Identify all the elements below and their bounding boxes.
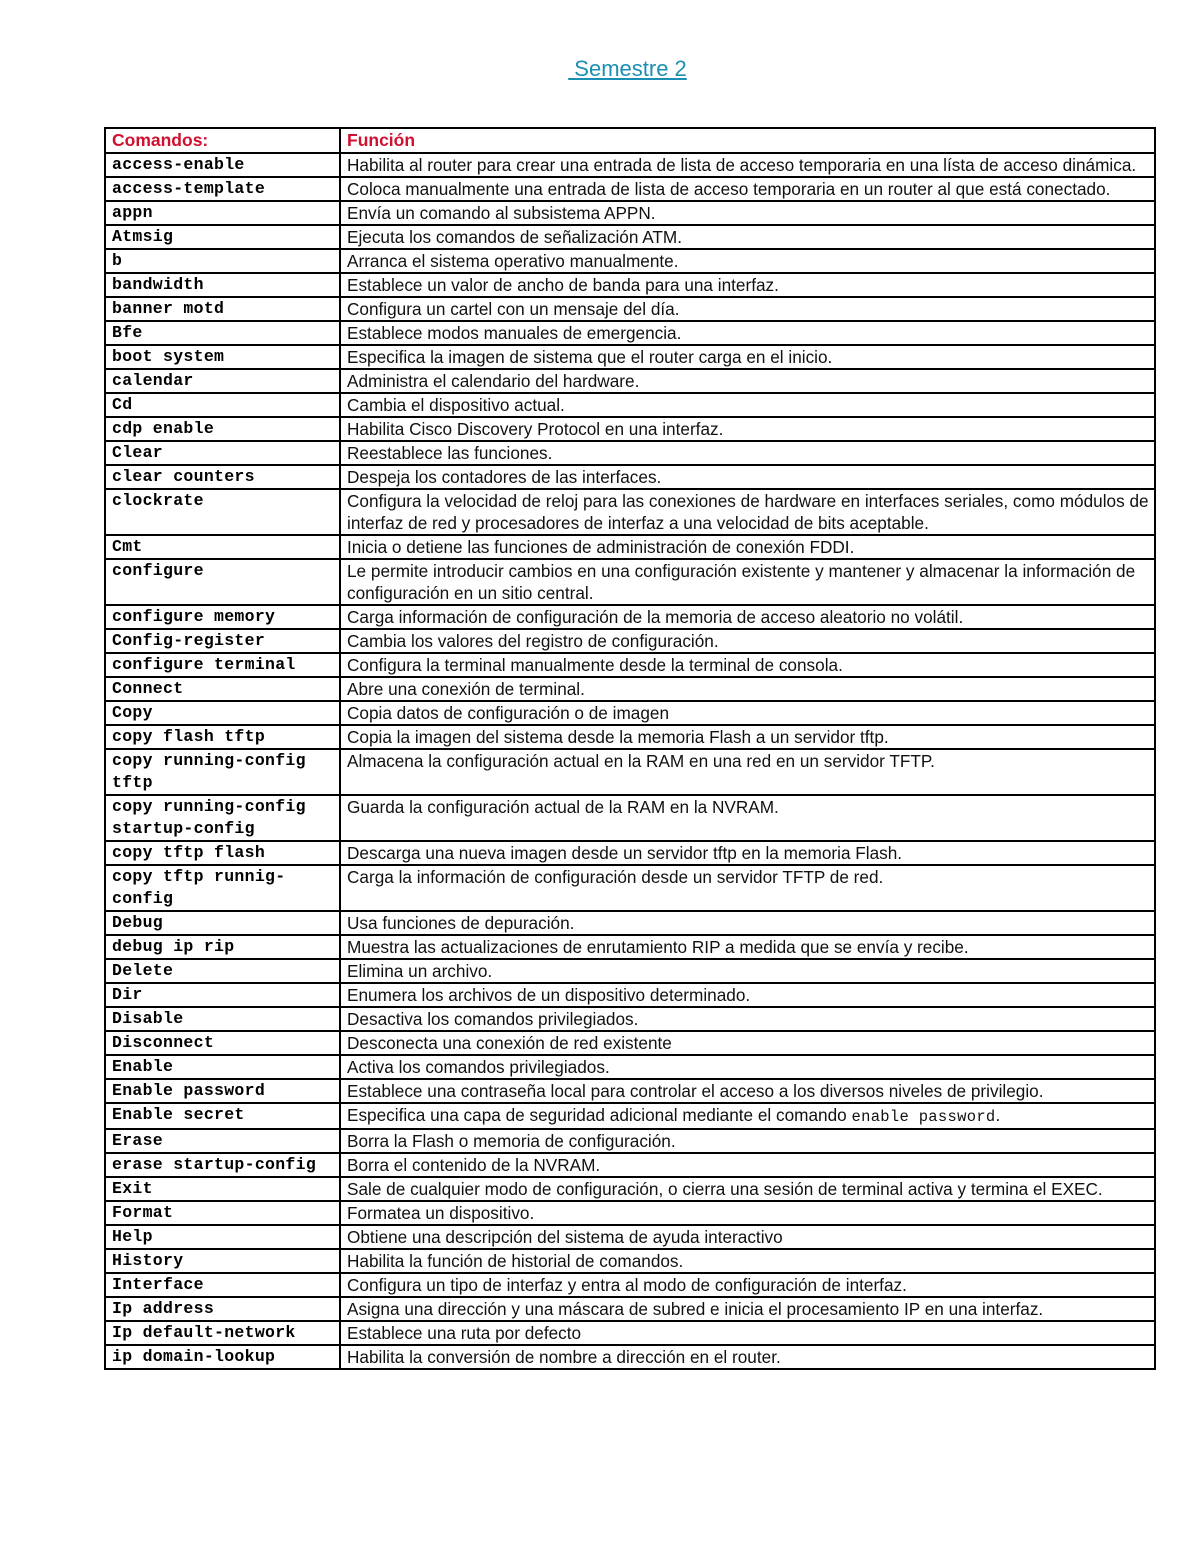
table-row	[105, 1007, 1155, 1031]
command-cell: banner motd	[105, 297, 340, 321]
command-cell: cdp enable	[105, 417, 340, 441]
function-cell: Habilita la conversión de nombre a dirección en el router.	[340, 1345, 1155, 1369]
command-cell: Interface	[105, 1273, 340, 1297]
document-title: Semestre 2	[568, 56, 687, 81]
command-cell: configure	[105, 559, 340, 605]
table-row	[105, 1177, 1155, 1201]
table-row	[105, 393, 1155, 417]
command-cell: Format	[105, 1201, 340, 1225]
function-cell: Asigna una dirección y una máscara de subred e inicia el procesamiento IP en una interfaz.	[340, 1297, 1155, 1321]
command-cell: Bfe	[105, 321, 340, 345]
function-cell: Reestablece las funciones.	[340, 441, 1155, 465]
table-row	[105, 911, 1155, 935]
table-row	[105, 1297, 1155, 1321]
command-cell: Exit	[105, 1177, 340, 1201]
command-cell: configure terminal	[105, 653, 340, 677]
command-cell: copy tftp flash	[105, 841, 340, 865]
function-cell: Habilita Cisco Discovery Protocol en una interfaz.	[340, 417, 1155, 441]
table-row	[105, 1055, 1155, 1079]
command-cell: Enable	[105, 1055, 340, 1079]
command-cell: Delete	[105, 959, 340, 983]
command-cell: Config-register	[105, 629, 340, 653]
command-cell: Enable secret	[105, 1103, 340, 1129]
table-row	[105, 441, 1155, 465]
function-text: Especifica una capa de seguridad adicional mediante el comando	[347, 1105, 852, 1125]
function-cell: Borra el contenido de la NVRAM.	[340, 1153, 1155, 1177]
table-row	[105, 489, 1155, 535]
function-cell: Establece una ruta por defecto	[340, 1321, 1155, 1345]
command-cell: clear counters	[105, 465, 340, 489]
table-row	[105, 201, 1155, 225]
command-cell: clockrate	[105, 489, 340, 535]
function-cell: Configura un tipo de interfaz y entra al modo de configuración de interfaz.	[340, 1273, 1155, 1297]
table-row	[105, 1201, 1155, 1225]
table-row	[105, 935, 1155, 959]
command-cell: b	[105, 249, 340, 273]
table-row	[105, 345, 1155, 369]
command-cell: Enable password	[105, 1079, 340, 1103]
function-cell: Especifica la imagen de sistema que el router carga en el inicio.	[340, 345, 1155, 369]
table-row	[105, 465, 1155, 489]
function-cell: Configura un cartel con un mensaje del día.	[340, 297, 1155, 321]
table-row	[105, 841, 1155, 865]
function-cell: Formatea un dispositivo.	[340, 1201, 1155, 1225]
command-cell: ip domain-lookup	[105, 1345, 340, 1369]
table-row	[105, 249, 1155, 273]
command-cell: boot system	[105, 345, 340, 369]
command-cell: copy flash tftp	[105, 725, 340, 749]
function-cell: Le permite introducir cambios en una configuración existente y mantener y almacenar la información de configuración en un sitio central.	[340, 559, 1155, 605]
command-cell: Clear	[105, 441, 340, 465]
function-cell: Copia la imagen del sistema desde la memoria Flash a un servidor tftp.	[340, 725, 1155, 749]
table-row	[105, 1153, 1155, 1177]
table-row	[105, 629, 1155, 653]
command-cell: Dir	[105, 983, 340, 1007]
table-header-row	[105, 128, 1155, 153]
table-row	[105, 865, 1155, 911]
command-cell: Atmsig	[105, 225, 340, 249]
function-cell: Guarda la configuración actual de la RAM en la NVRAM.	[340, 795, 1155, 841]
table-row	[105, 1345, 1155, 1369]
command-cell: calendar	[105, 369, 340, 393]
function-cell: Arranca el sistema operativo manualmente.	[340, 249, 1155, 273]
table-row	[105, 559, 1155, 605]
function-cell: Habilita al router para crear una entrada de lista de acceso temporaria en una lísta de acceso dinámica.	[340, 153, 1155, 177]
command-cell: Erase	[105, 1129, 340, 1153]
header-function: Función	[340, 128, 1155, 153]
command-cell: erase startup-config	[105, 1153, 340, 1177]
table-row	[105, 749, 1155, 795]
table-row	[105, 605, 1155, 629]
table-row	[105, 1225, 1155, 1249]
table-row	[105, 1079, 1155, 1103]
inline-command-code: enable password	[851, 1108, 996, 1126]
function-cell: Cambia el dispositivo actual.	[340, 393, 1155, 417]
command-cell: Cd	[105, 393, 340, 417]
function-cell: Obtiene una descripción del sistema de ayuda interactivo	[340, 1225, 1155, 1249]
command-cell: Cmt	[105, 535, 340, 559]
table-row	[105, 177, 1155, 201]
table-row	[105, 369, 1155, 393]
function-cell: Muestra las actualizaciones de enrutamiento RIP a medida que se envía y recibe.	[340, 935, 1155, 959]
function-cell: Usa funciones de depuración.	[340, 911, 1155, 935]
table-row	[105, 225, 1155, 249]
table-row	[105, 653, 1155, 677]
function-cell: Configura la terminal manualmente desde la terminal de consola.	[340, 653, 1155, 677]
function-cell: Almacena la configuración actual en la RAM en una red en un servidor TFTP.	[340, 749, 1155, 795]
function-cell: Desactiva los comandos privilegiados.	[340, 1007, 1155, 1031]
command-cell: History	[105, 1249, 340, 1273]
command-cell: Ip default-network	[105, 1321, 340, 1345]
command-cell: Disable	[105, 1007, 340, 1031]
table-row	[105, 273, 1155, 297]
command-cell: Disconnect	[105, 1031, 340, 1055]
table-row	[105, 417, 1155, 441]
function-cell: Carga información de configuración de la memoria de acceso aleatorio no volátil.	[340, 605, 1155, 629]
function-text-tail: .	[995, 1105, 1001, 1125]
function-cell: Sale de cualquier modo de configuración, o cierra una sesión de terminal activa y termina el EXEC.	[340, 1177, 1155, 1201]
function-cell: Borra la Flash o memoria de configuración.	[340, 1129, 1155, 1153]
command-cell: configure memory	[105, 605, 340, 629]
command-cell: copy running-config tftp	[105, 749, 340, 795]
table-row	[105, 795, 1155, 841]
function-cell: Desconecta una conexión de red existente	[340, 1031, 1155, 1055]
command-cell: copy tftp runnig-config	[105, 865, 340, 911]
command-cell: access-template	[105, 177, 340, 201]
table-row	[105, 297, 1155, 321]
function-cell: Envía un comando al subsistema APPN.	[340, 201, 1155, 225]
function-cell: Copia datos de configuración o de imagen	[340, 701, 1155, 725]
function-cell: Elimina un archivo.	[340, 959, 1155, 983]
function-cell: Carga la información de configuración desde un servidor TFTP de red.	[340, 865, 1155, 911]
table-row	[105, 1321, 1155, 1345]
table-row	[105, 677, 1155, 701]
function-cell: Administra el calendario del hardware.	[340, 369, 1155, 393]
function-cell: Establece modos manuales de emergencia.	[340, 321, 1155, 345]
command-cell: Copy	[105, 701, 340, 725]
table-row	[105, 1031, 1155, 1055]
table-row	[105, 725, 1155, 749]
function-cell: Coloca manualmente una entrada de lista de acceso temporaria en un router al que está conectado.	[340, 177, 1155, 201]
function-cell: Descarga una nueva imagen desde un servidor tftp en la memoria Flash.	[340, 841, 1155, 865]
function-cell: Abre una conexión de terminal.	[340, 677, 1155, 701]
table-row	[105, 1129, 1155, 1153]
command-cell: access-enable	[105, 153, 340, 177]
table-row	[105, 321, 1155, 345]
command-cell: debug ip rip	[105, 935, 340, 959]
function-cell: Activa los comandos privilegiados.	[340, 1055, 1155, 1079]
table-row	[105, 1103, 1155, 1129]
table-row	[105, 1249, 1155, 1273]
commands-table	[104, 127, 1156, 1370]
table-row	[105, 983, 1155, 1007]
command-cell: Connect	[105, 677, 340, 701]
function-cell: Cambia los valores del registro de configuración.	[340, 629, 1155, 653]
command-cell: copy running-config startup-config	[105, 795, 340, 841]
function-cell: Ejecuta los comandos de señalización ATM.	[340, 225, 1155, 249]
table-row	[105, 701, 1155, 725]
command-cell: Help	[105, 1225, 340, 1249]
table-row	[105, 153, 1155, 177]
function-cell: Despeja los contadores de las interfaces.	[340, 465, 1155, 489]
function-cell: Inicia o detiene las funciones de administración de conexión FDDI.	[340, 535, 1155, 559]
function-cell: Habilita la función de historial de comandos.	[340, 1249, 1155, 1273]
table-row	[105, 959, 1155, 983]
function-cell: Establece una contraseña local para controlar el acceso a los diversos niveles de privilegio.	[340, 1079, 1155, 1103]
table-row	[105, 535, 1155, 559]
function-cell	[340, 1103, 1155, 1129]
command-cell: appn	[105, 201, 340, 225]
command-cell: Ip address	[105, 1297, 340, 1321]
function-cell: Configura la velocidad de reloj para las conexiones de hardware en interfaces seriales, como módulos de interfaz de red y procesadores de interfaz a una velocidad de bits aceptable.	[340, 489, 1155, 535]
table-row	[105, 1273, 1155, 1297]
header-commands: Comandos:	[105, 128, 340, 153]
function-cell: Enumera los archivos de un dispositivo determinado.	[340, 983, 1155, 1007]
command-cell: bandwidth	[105, 273, 340, 297]
command-cell: Debug	[105, 911, 340, 935]
function-cell: Establece un valor de ancho de banda para una interfaz.	[340, 273, 1155, 297]
